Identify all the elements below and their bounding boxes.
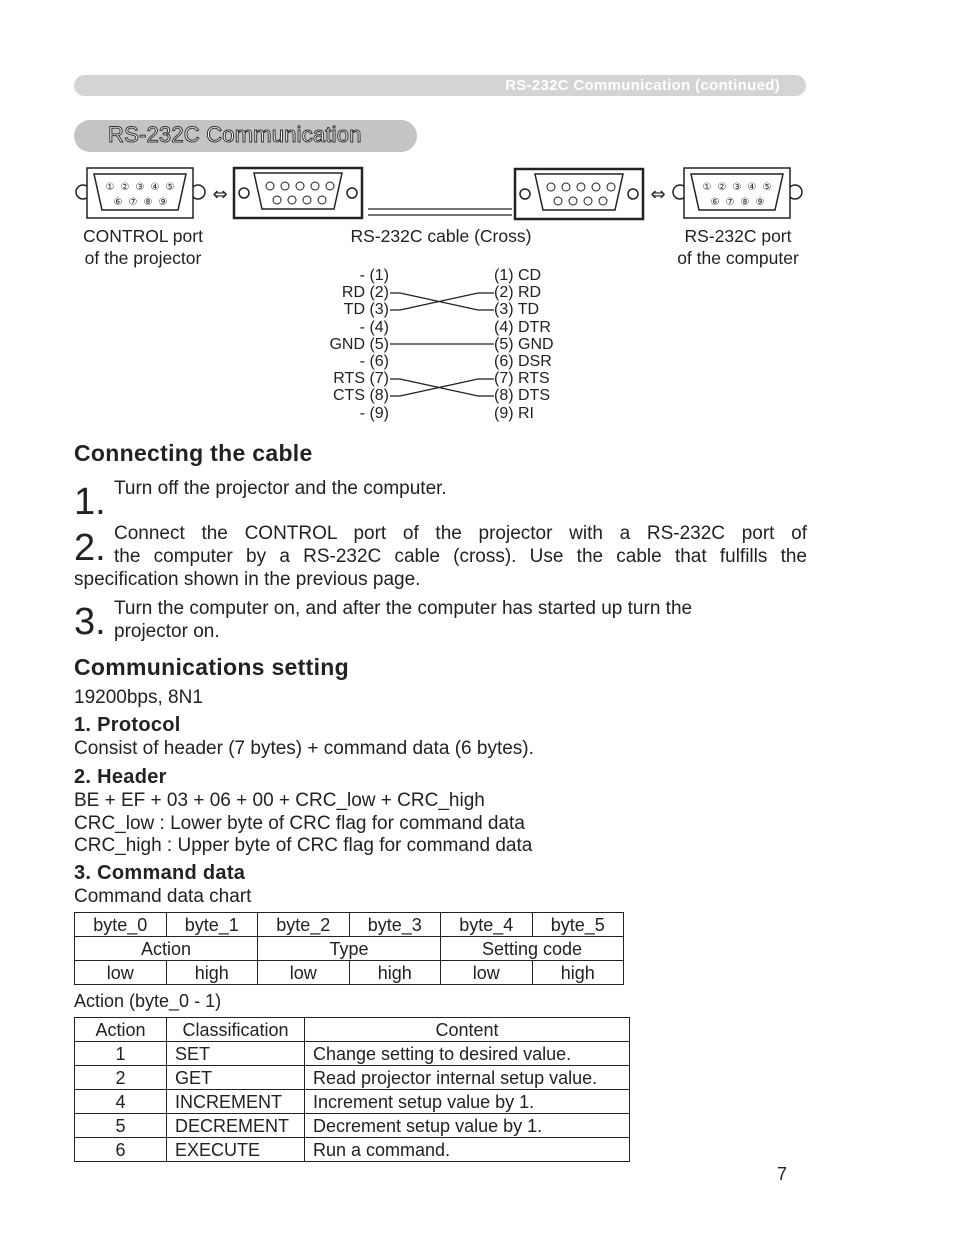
table-row: [75, 1090, 630, 1114]
byte-order-cell: low: [258, 961, 350, 985]
projector-pin-label: RTS (7): [333, 370, 389, 388]
cable-left-connector: [234, 168, 362, 218]
action-table-label: Action (byte_0 - 1): [74, 991, 222, 1011]
byte-group-cell: Setting code: [441, 937, 624, 961]
step-2-line-2: the computer by a RS-232C cable (cross). Use the cable that fulfills the: [114, 546, 807, 567]
svg-text:⑧: ⑧: [143, 197, 153, 208]
step-1-number: 1.: [74, 481, 106, 523]
projector-pin-label: - (4): [359, 318, 389, 336]
svg-text:⑦: ⑦: [128, 197, 138, 208]
step-2-line-3: specification shown in the previous page.: [74, 569, 421, 590]
byte-header-cell: byte_5: [532, 913, 624, 937]
action-cell: 1: [75, 1042, 167, 1066]
byte-header-cell: byte_3: [349, 913, 441, 937]
connector-diagram: [70, 162, 810, 226]
svg-text:⑨: ⑨: [755, 197, 765, 208]
content-cell: Read projector internal setup value.: [305, 1066, 630, 1090]
computer-pin-label: (1) CD: [494, 267, 542, 284]
step-3-line-1: Turn the computer on, and after the computer has started up turn the: [114, 598, 693, 619]
projector-pin-label: - (6): [359, 353, 389, 371]
projector-pin-label: - (1): [359, 267, 389, 284]
action-header-cell: Action: [75, 1018, 167, 1042]
table-row: [75, 961, 624, 985]
step-3-number: 3.: [74, 601, 106, 643]
table-row: [75, 1018, 630, 1042]
cable-right-connector: [515, 169, 643, 219]
step-3-line-2: projector on.: [114, 621, 220, 642]
table-row: [75, 1138, 630, 1162]
projector-port-label-line1: CONTROL port: [83, 226, 203, 246]
table-row: [75, 1042, 630, 1066]
projector-port-label: [60, 225, 226, 269]
right-pin-list: [494, 267, 584, 422]
table-row: [75, 1066, 630, 1090]
svg-text:⑦: ⑦: [725, 197, 735, 208]
svg-text:⑥: ⑥: [710, 197, 720, 208]
computer-pin-label: (3) TD: [494, 301, 540, 319]
action-cell: 4: [75, 1090, 167, 1114]
protocol-text: Consist of header (7 bytes) + command data (6 bytes).: [74, 738, 534, 759]
bidirectional-arrow-icon: ⇔: [650, 184, 666, 205]
action-table: [74, 1017, 630, 1162]
byte-order-cell: low: [441, 961, 533, 985]
wiring-lines: [388, 267, 496, 427]
svg-text:③: ③: [135, 182, 145, 193]
projector-port-label-line2: of the projector: [84, 248, 202, 268]
byte-header-cell: byte_1: [166, 913, 258, 937]
table-row: [75, 937, 624, 961]
computer-port-label: [650, 225, 826, 269]
section-title-pill: [74, 120, 417, 152]
cable-label: RS-232C cable (Cross): [350, 226, 532, 246]
computer-pin-label: (5) GND: [494, 335, 554, 353]
classification-cell: GET: [167, 1066, 305, 1090]
svg-text:①: ①: [105, 182, 115, 193]
command-data-table: [74, 912, 624, 985]
svg-text:⑥: ⑥: [113, 197, 123, 208]
computer-pin-label: (9) RI: [494, 404, 534, 422]
classification-cell: EXECUTE: [167, 1138, 305, 1162]
projector-pin-label: - (9): [359, 404, 389, 422]
step-1-text: Turn off the projector and the computer.: [114, 478, 447, 499]
svg-text:②: ②: [717, 182, 727, 193]
command-heading: 3. Command data: [74, 862, 246, 884]
byte-header-cell: byte_2: [258, 913, 350, 937]
byte-header-cell: byte_0: [75, 913, 167, 937]
computer-pin-label: (7) RTS: [494, 370, 550, 388]
svg-text:④: ④: [747, 182, 757, 193]
svg-text:④: ④: [150, 182, 160, 193]
action-cell: 5: [75, 1114, 167, 1138]
computer-port-label-line1: RS-232C port: [684, 226, 792, 246]
byte-header-cell: byte_4: [441, 913, 533, 937]
svg-text:⑤: ⑤: [165, 182, 175, 193]
cable-line: [368, 209, 512, 215]
connecting-heading: Connecting the cable: [74, 440, 313, 466]
byte-order-cell: low: [75, 961, 167, 985]
projector-port-connector: [76, 168, 205, 218]
header-heading: 2. Header: [74, 766, 167, 788]
communications-heading: Communications setting: [74, 654, 349, 680]
computer-pin-label: (4) DTR: [494, 318, 551, 336]
projector-pin-label: GND (5): [329, 335, 389, 353]
step-2-number: 2.: [74, 527, 106, 569]
header-line-1: BE + EF + 03 + 06 + 00 + CRC_low + CRC_high: [74, 790, 485, 811]
classification-cell: INCREMENT: [167, 1090, 305, 1114]
content-cell: Decrement setup value by 1.: [305, 1114, 630, 1138]
classification-cell: SET: [167, 1042, 305, 1066]
computer-port-connector: [673, 168, 802, 218]
content-cell: Change setting to desired value.: [305, 1042, 630, 1066]
svg-text:③: ③: [732, 182, 742, 193]
svg-text:⑨: ⑨: [158, 197, 168, 208]
projector-pin-label: TD (3): [343, 301, 389, 319]
content-header-cell: Content: [305, 1018, 630, 1042]
svg-text:⑧: ⑧: [740, 197, 750, 208]
bidirectional-arrow-icon: ⇔: [212, 184, 228, 205]
header-line-2: CRC_low : Lower byte of CRC flag for command data: [74, 813, 525, 834]
table-row: [75, 913, 624, 937]
table-row: [75, 1114, 630, 1138]
action-cell: 6: [75, 1138, 167, 1162]
byte-order-cell: high: [166, 961, 258, 985]
byte-order-cell: high: [349, 961, 441, 985]
step-2-line-1: Connect the CONTROL port of the projector with a RS-232C port of: [114, 523, 807, 544]
computer-pin-label: (2) RD: [494, 284, 542, 302]
section-title: RS-232C Communication: [108, 122, 362, 147]
running-header: [74, 75, 806, 96]
content-cell: Increment setup value by 1.: [305, 1090, 630, 1114]
projector-pin-label: CTS (8): [333, 387, 389, 405]
svg-text:②: ②: [120, 182, 130, 193]
byte-order-cell: high: [532, 961, 624, 985]
computer-port-label-line2: of the computer: [677, 248, 799, 268]
byte-group-cell: Type: [258, 937, 441, 961]
page-number: 7: [777, 1164, 788, 1184]
content-cell: Run a command.: [305, 1138, 630, 1162]
svg-text:⑤: ⑤: [762, 182, 772, 193]
svg-text:①: ①: [702, 182, 712, 193]
baud-rate: 19200bps, 8N1: [74, 687, 203, 708]
action-cell: 2: [75, 1066, 167, 1090]
classification-cell: DECREMENT: [167, 1114, 305, 1138]
command-chart-label: Command data chart: [74, 886, 252, 907]
projector-pin-label: RD (2): [341, 284, 389, 302]
computer-pin-label: (6) DSR: [494, 353, 552, 371]
classification-header-cell: Classification: [167, 1018, 305, 1042]
protocol-heading: 1. Protocol: [74, 714, 181, 736]
byte-group-cell: Action: [75, 937, 258, 961]
running-header-title: RS-232C Communication (continued): [505, 77, 780, 94]
computer-pin-label: (8) DTS: [494, 387, 550, 405]
left-pin-list: [300, 267, 389, 422]
header-line-3: CRC_high : Upper byte of CRC flag for command data: [74, 835, 533, 856]
